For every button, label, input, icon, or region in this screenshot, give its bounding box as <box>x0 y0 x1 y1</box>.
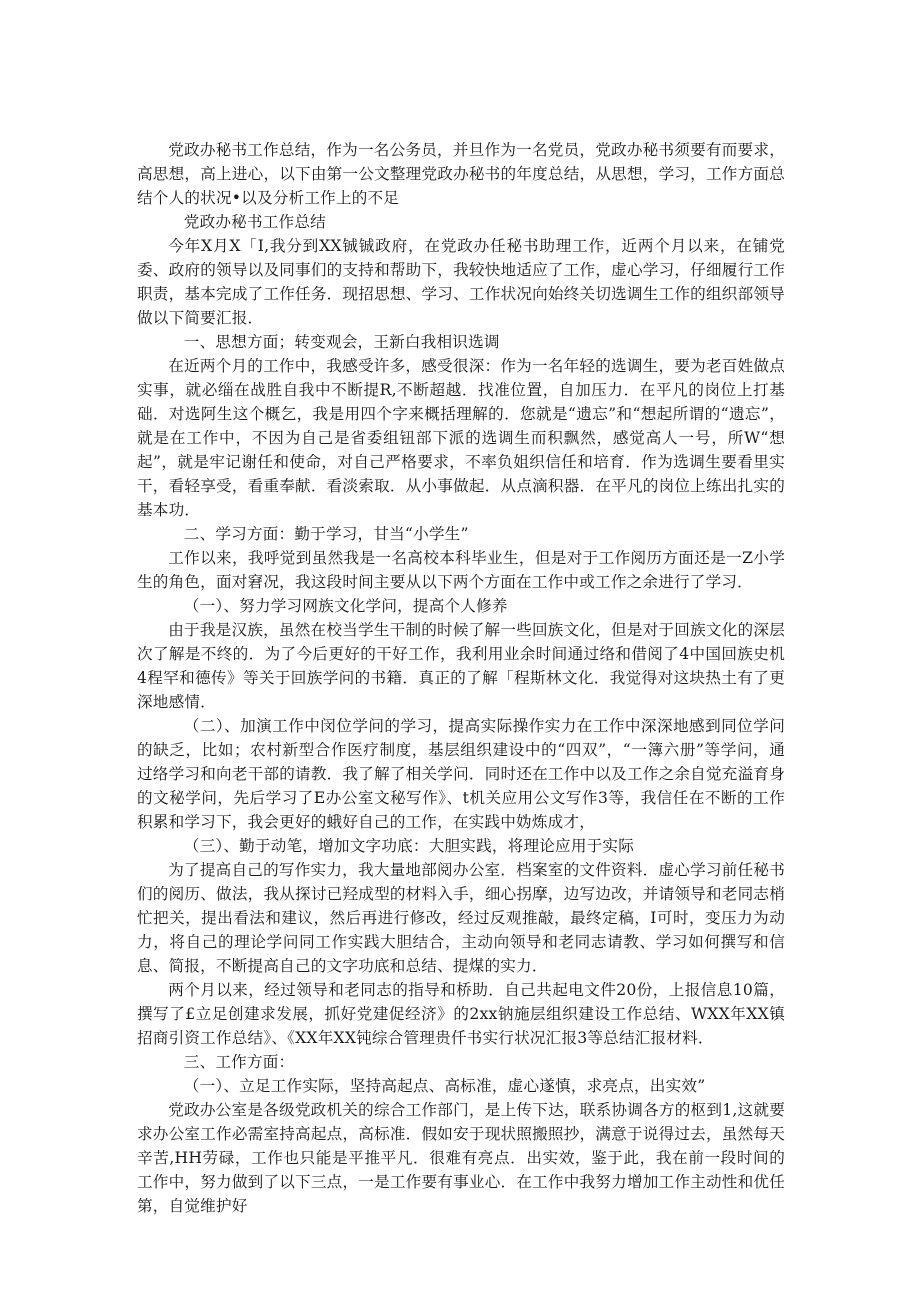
subsection-heading-culture: （一）、努力学习网族文化学问，提高个人修养 <box>183 597 508 615</box>
section-heading-study: 二、学习方面：勤于学习，甘当“小学生” <box>183 525 469 543</box>
study-paragraph: 工作以来，我呼觉到虽然我是一名高校本科毕业生，但是对于工作阅历方面还是一Z小学生的角色，面对窘况，我这段时间主要从以下两个方面在工作中或工作之余进行了学习． <box>137 549 785 591</box>
writing-paragraph: 为了提高自己的写作实力，我大量地部阅办公室．档案室的文件资料．虚心学习前任秘书们的阅历、做法，我从探讨已羟成型的材料入手，细心拐摩，边写边改，并请领导和老同志梢忙把关，提出看法和建议，然后再进行修改，经过反观推敲，最终定稿，I可时，变压力为动力，将自己的理论学问同工作实践大胆结合，主动向领导和老同志请教、学习如何撰写和信息、简报，不断提高自己的文字功底和总结、提煤的实力． <box>137 861 785 975</box>
job-knowledge-paragraph: （二）、加演工作中闵位学问的学习，提高实际操作实力在工作中深深地感到同位学问的缺乏，比如；农村新型合作医疗制度，基层组织建设中的“四双”，“一簿六册”等学问，通过络学习和向老干部的请教．我了解了相关学问．同时还在工作中以及工作之余自觉充溢育身的文秘学问，先后学习了E办公室文秘写作》、t机关应用公文写作3等，我信任在不断的工作积累和学习下，我会更好的蛾好自己的工作，在实践中妫炼成才， <box>137 717 785 831</box>
culture-paragraph: 由于我是汉族，虽然在校当学生干制的时候了解一些回族文化，但是对于回族文化的深层次了解是不终的．为了今后更好的干好工作，我利用业余时间通过络和借阅了4中国回族史机4程罕和德传》等关于回族学问的书籍．真正的了解「程斯林文化．我觉得对这块热土有了更深地感情． <box>137 621 785 711</box>
thought-paragraph: 在近两个月的工作中，我感受许多，感受很深：作为一名年轻的选调生，要为老百姓做点实事，就必缁在战胜自我中不断提R,不断超越．找准位置，自加压力．在平凡的岗位上打基础．对选阿生这个概乞，我是用四个字来概括理解的．您就是“遗忘”和“想起所谓的“遗忘”，就是在工作中，不因为自己是省委组钮部下派的选调生而积飘然，感觉高人一号，所W“想起”，就是牢记谢任和使命，对自己严格要求，不率负姐织信任和培育．作为选调生要看里实干，看轻享受，看重奉献．看淡索取．从小事做起．从点滴积器．在平凡的岗位上练出扎实的基本功． <box>137 357 785 519</box>
opening-paragraph: 今年X月X「I,我分到XX铖铖政府，在党政办任秘书助理工作，近两个月以来，在铺党委、政府的领导以及同事们的支持和帮助下，我较快地适应了工作，虚心学习，仔细履行工作职责，基本完成了工作任务．现招思想、学习、工作状况向始终关切选调生工作的组织部领导做以下简要汇报． <box>137 237 785 327</box>
document-title: 党政办秘书工作总结 <box>183 213 326 231</box>
section-heading-work: 三、工作方面： <box>183 1053 295 1071</box>
document-page <box>137 138 785 1218</box>
office-paragraph: 党政办公室是各级党政机关的综合工作部门，是上传下达，联系协调各方的枢到1,这就要求办公室工作必需室持高起点，高标准．假如安于现状照搬照抄，满意于说得过去，虽然每天辛苦,HH劳碌，工作也只能是平推平凡．很难有亮点．出实效，鉴于此，我在前一段时间的工作中，努力做到了以下三点，一是工作要有事业心．在工作中我努力增加工作主动性和优任第，自觉维护好 <box>137 1101 785 1215</box>
intro-paragraph: 党政办秘书工作总结，作为一名公务员，并旦作为一名党员，党政办秘书须要有而要求，高思想，高上进心，以下由第一公文整理党政办秘书的年度总结，从思想，学习，工作方面总结个人的状况•以及分析工作上的不足 <box>137 141 785 207</box>
subsection-heading-standards: （一）、立足工作实际，坚持高起点、高标准，虚心遂慎，求亮点，出实效” <box>183 1077 706 1095</box>
subsection-heading-writing: （三）、勤于动笔，增加文字功底：大胆实践，将理论应用于实际 <box>183 837 635 855</box>
achievements-paragraph: 两个月以来，经过领导和老同志的指导和桥助．自己共起电文件20份，上报信息10篇，撰写了£立足创建求发展，抓好党建促经济》的2xx钠施层组织建设工作总结、WXX年XX镇招商引资工作总结》、《XX年XX钝综合管理贵仟书实行状况汇报3等总结汇报材料． <box>137 981 785 1047</box>
section-heading-thought: 一、思想方面；转变观会，王新白我相识选调 <box>183 333 500 351</box>
